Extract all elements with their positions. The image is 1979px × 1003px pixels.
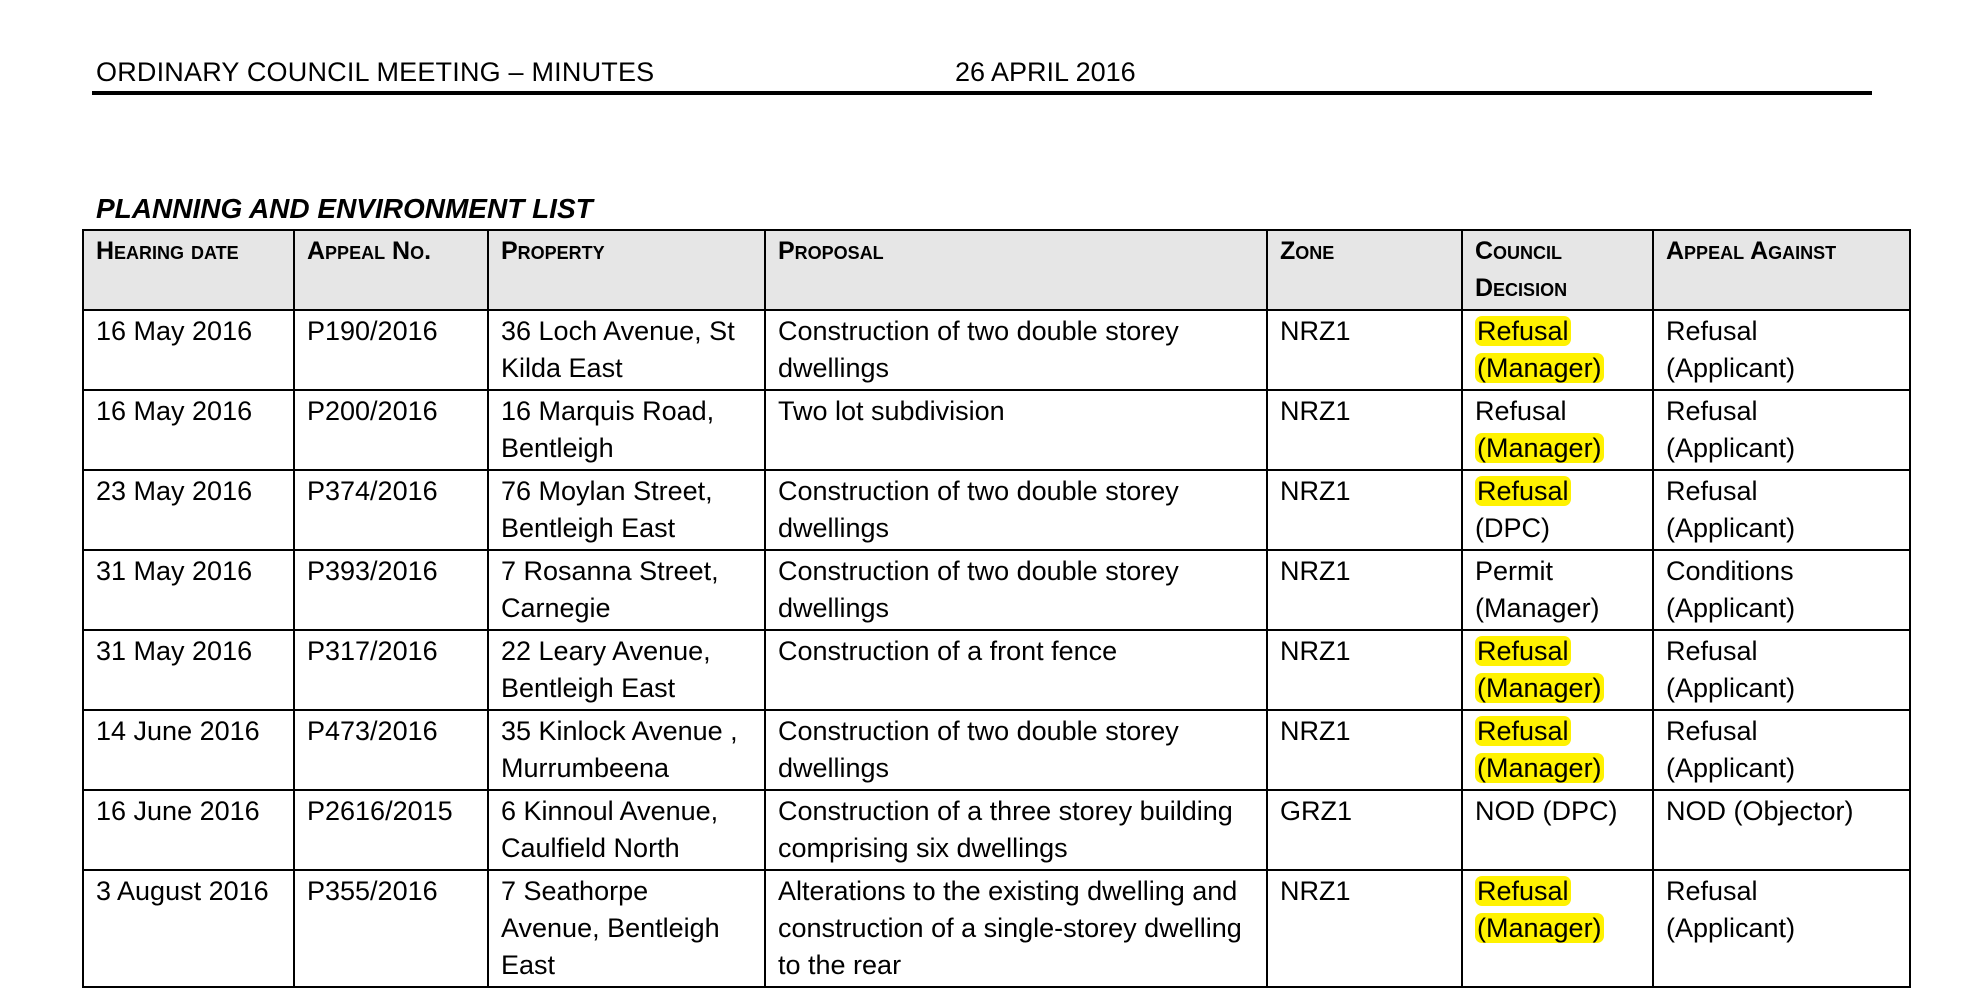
hearing-date-cell: 31 May 2016	[83, 550, 294, 630]
hearing-date-cell: 23 May 2016	[83, 470, 294, 550]
appeal-no-cell: P473/2016	[294, 710, 488, 790]
appeal-against-text: Refusal	[1666, 636, 1758, 666]
proposal-cell: Construction of two double storey dwellings	[765, 470, 1267, 550]
proposal-cell: Construction of a three storey building comprising six dwellings	[765, 790, 1267, 870]
zone-cell: NRZ1	[1267, 630, 1462, 710]
hearing-date-cell: 31 May 2016	[83, 630, 294, 710]
appeal-against-cell	[1653, 870, 1910, 987]
council-decision-cell	[1462, 870, 1653, 987]
council-decision-cell	[1462, 470, 1653, 550]
header-rule	[92, 91, 1872, 95]
zone-cell: NRZ1	[1267, 870, 1462, 987]
appeal-no-cell: P190/2016	[294, 310, 488, 390]
col-header-appeal-no: Appeal No.	[294, 230, 488, 310]
meeting-title: ORDINARY COUNCIL MEETING – MINUTES	[96, 57, 655, 87]
decision-text: NOD (DPC)	[1475, 796, 1618, 826]
property-cell: 35 Kinlock Avenue , Murrumbeena	[488, 710, 765, 790]
table-row	[83, 630, 1910, 710]
decision-text: Refusal	[1477, 636, 1569, 666]
decision-by-text: (Manager)	[1477, 913, 1602, 943]
decision-text: Refusal	[1477, 876, 1569, 906]
council-decision-cell	[1462, 790, 1653, 870]
col-header-proposal: Proposal	[765, 230, 1267, 310]
decision-text: Refusal	[1477, 316, 1569, 346]
table-row	[83, 790, 1910, 870]
col-header-council-decision: Council Decision	[1462, 230, 1653, 310]
table-row	[83, 470, 1910, 550]
hearing-date-cell: 16 June 2016	[83, 790, 294, 870]
hearing-date-cell: 3 August 2016	[83, 870, 294, 987]
appeal-against-text: Refusal	[1666, 396, 1758, 426]
table-row	[83, 870, 1910, 987]
appeal-against-cell	[1653, 550, 1910, 630]
meeting-date: 26 APRIL 2016	[955, 57, 1136, 87]
zone-cell: NRZ1	[1267, 310, 1462, 390]
appellant-text: (Applicant)	[1666, 353, 1796, 383]
col-header-zone: Zone	[1267, 230, 1462, 310]
appellant-text: (Applicant)	[1666, 433, 1796, 463]
appeal-against-text: Refusal	[1666, 876, 1758, 906]
council-decision-cell	[1462, 630, 1653, 710]
proposal-cell: Two lot subdivision	[765, 390, 1267, 470]
decision-text: Refusal	[1477, 476, 1569, 506]
table-row	[83, 710, 1910, 790]
decision-by-text: (Manager)	[1477, 753, 1602, 783]
appeal-against-text: Refusal	[1666, 476, 1758, 506]
table-row	[83, 310, 1910, 390]
col-header-hearing-date: Hearing date	[83, 230, 294, 310]
planning-environment-table	[82, 229, 1911, 988]
decision-by-text: (Manager)	[1477, 353, 1602, 383]
col-header-appeal-against: Appeal Against	[1653, 230, 1910, 310]
decision-by-text: (Manager)	[1475, 593, 1600, 623]
proposal-cell: Alterations to the existing dwelling and construction of a single-storey dwelling to the rear	[765, 870, 1267, 987]
table-header-row	[83, 230, 1910, 310]
appellant-text: (Applicant)	[1666, 593, 1796, 623]
appeal-no-cell: P374/2016	[294, 470, 488, 550]
appeal-against-cell	[1653, 470, 1910, 550]
appeal-against-cell	[1653, 790, 1910, 870]
proposal-cell: Construction of two double storey dwellings	[765, 550, 1267, 630]
table-row	[83, 550, 1910, 630]
council-decision-cell	[1462, 310, 1653, 390]
property-cell: 22 Leary Avenue, Bentleigh East	[488, 630, 765, 710]
council-decision-cell	[1462, 390, 1653, 470]
appeal-against-cell	[1653, 630, 1910, 710]
appeal-against-cell	[1653, 310, 1910, 390]
table-row	[83, 390, 1910, 470]
hearing-date-cell: 16 May 2016	[83, 390, 294, 470]
proposal-cell: Construction of two double storey dwellings	[765, 310, 1267, 390]
zone-cell: NRZ1	[1267, 470, 1462, 550]
property-cell: 16 Marquis Road, Bentleigh	[488, 390, 765, 470]
decision-by-text: (Manager)	[1477, 673, 1602, 703]
col-header-property: Property	[488, 230, 765, 310]
property-cell: 7 Rosanna Street, Carnegie	[488, 550, 765, 630]
appellant-text: (Applicant)	[1666, 753, 1796, 783]
appeal-against-cell	[1653, 390, 1910, 470]
proposal-cell: Construction of a front fence	[765, 630, 1267, 710]
zone-cell: NRZ1	[1267, 710, 1462, 790]
proposal-cell: Construction of two double storey dwellings	[765, 710, 1267, 790]
appeal-against-text: Refusal	[1666, 316, 1758, 346]
zone-cell: NRZ1	[1267, 550, 1462, 630]
decision-text: Permit	[1475, 556, 1554, 586]
property-cell: 7 Seathorpe Avenue, Bentleigh East	[488, 870, 765, 987]
property-cell: 6 Kinnoul Avenue, Caulfield North	[488, 790, 765, 870]
appellant-text: (Applicant)	[1666, 673, 1796, 703]
appeal-against-text: Conditions	[1666, 556, 1794, 586]
appeal-no-cell: P355/2016	[294, 870, 488, 987]
appeal-against-text: NOD (Objector)	[1666, 796, 1854, 826]
property-cell: 36 Loch Avenue, St Kilda East	[488, 310, 765, 390]
appeal-no-cell: P200/2016	[294, 390, 488, 470]
appeal-no-cell: P393/2016	[294, 550, 488, 630]
decision-by-text: (DPC)	[1475, 513, 1550, 543]
appellant-text: (Applicant)	[1666, 513, 1796, 543]
appeal-against-text: Refusal	[1666, 716, 1758, 746]
decision-by-text: (Manager)	[1477, 433, 1602, 463]
hearing-date-cell: 16 May 2016	[83, 310, 294, 390]
decision-text: Refusal	[1477, 716, 1569, 746]
decision-text: Refusal	[1475, 396, 1567, 426]
hearing-date-cell: 14 June 2016	[83, 710, 294, 790]
list-title: PLANNING AND ENVIRONMENT LIST	[96, 193, 593, 224]
appeal-against-cell	[1653, 710, 1910, 790]
appeal-no-cell: P317/2016	[294, 630, 488, 710]
zone-cell: GRZ1	[1267, 790, 1462, 870]
appellant-text: (Applicant)	[1666, 913, 1796, 943]
zone-cell: NRZ1	[1267, 390, 1462, 470]
property-cell: 76 Moylan Street, Bentleigh East	[488, 470, 765, 550]
council-decision-cell	[1462, 550, 1653, 630]
council-decision-cell	[1462, 710, 1653, 790]
appeal-no-cell: P2616/2015	[294, 790, 488, 870]
